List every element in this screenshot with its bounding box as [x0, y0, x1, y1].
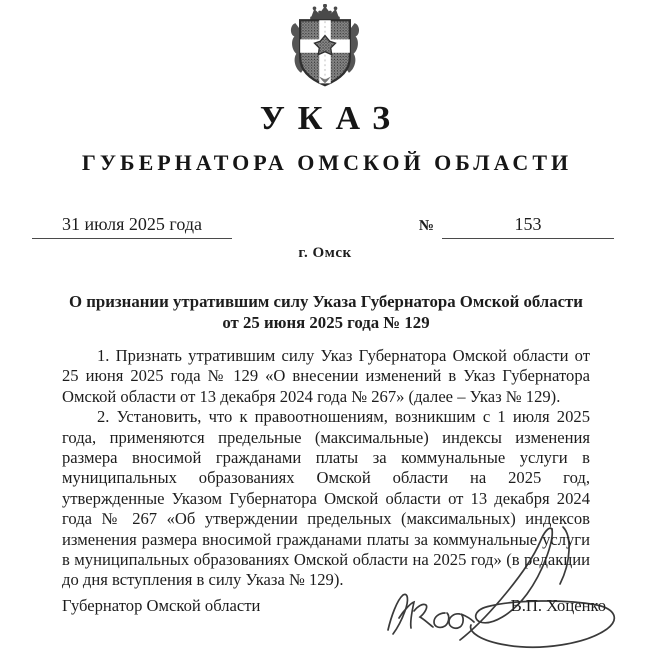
- doc-date: 31 июля 2025 года: [32, 214, 232, 239]
- signer-position-label: Губернатор Омской области: [62, 596, 261, 615]
- doc-number-group: [419, 214, 614, 239]
- doc-subject-line1: О признании утратившим силу Указа Губернатора Омской области: [69, 292, 583, 311]
- doc-paragraph-2: 2. Установить, что к правоотношениям, возникшим с 1 июля 2025 года, применяются предельные (максимальные) индексы изменения размера вносимой гражданами платы за коммунальные услуги в муниципальных образованиях Омской области на 2025 год, утвержденные Указом Губернатора Омской области от 13 декабря 2024 года № 267 «Об утверждении предельных (максимальных) индексов изменения размера вносимой гражданами платы за коммунальные услуги в муниципальных образованиях Омской области на 2025 год» (в редакции до дня вступления в силу Указа № 129).: [62, 407, 590, 590]
- doc-type-title: УКАЗ: [259, 100, 404, 137]
- meta-row: [32, 214, 614, 239]
- coat-of-arms-icon: [0, 4, 650, 95]
- doc-body: [62, 346, 590, 591]
- number-sign-label: №: [418, 218, 434, 234]
- doc-subject: [60, 292, 592, 334]
- signer-name: В.П. Хоценко: [510, 596, 606, 615]
- signature-block: [62, 596, 608, 616]
- doc-subject-line2: от 25 июня 2025 года № 129: [222, 312, 430, 332]
- doc-paragraph-1: 1. Признать утратившим силу Указ Губернатора Омской области от 25 июня 2025 года № 129 «О внесении изменений в Указ Губернатора Омской области от 13 декабря 2024 года № 267» (далее – Указ № 129).: [62, 346, 590, 406]
- doc-number: 153: [442, 214, 614, 239]
- doc-city: г. Омск: [298, 245, 352, 261]
- issuer-title: ГУБЕРНАТОРА ОМСКОЙ ОБЛАСТИ: [81, 150, 573, 175]
